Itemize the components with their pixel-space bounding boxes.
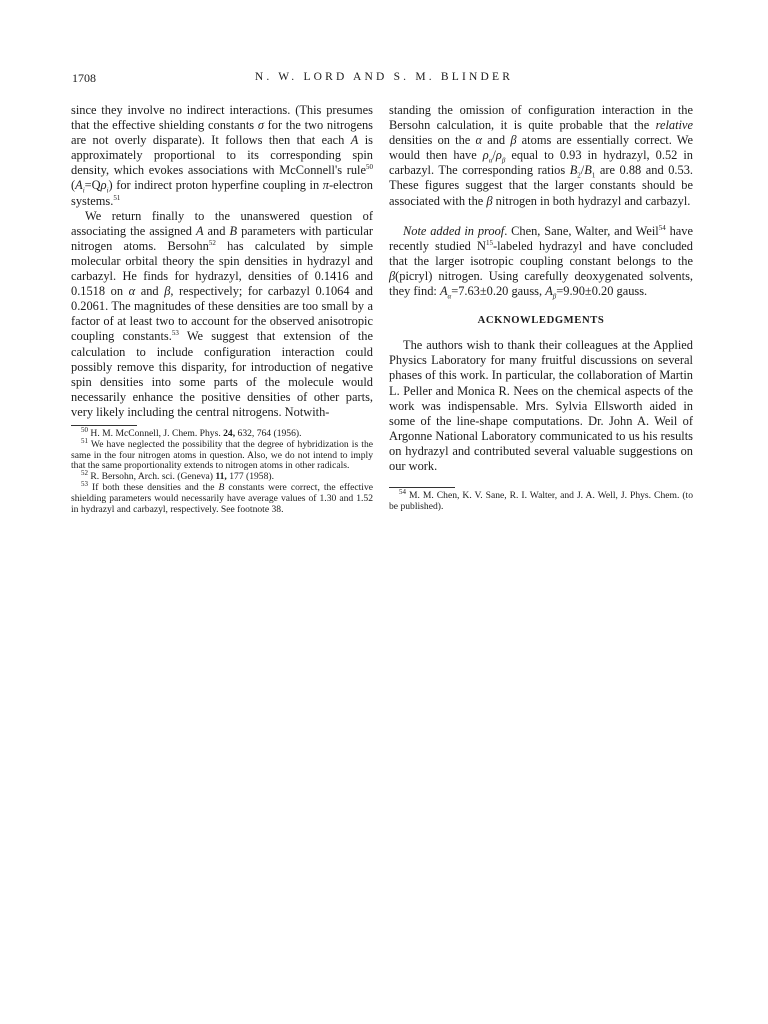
footnote-54: $^{54}$ M. M. Chen, K. V. Sane, R. I. Walter, and J. A. Well, J. Phys. Chem. (to be published). <box>389 487 693 512</box>
acknowledgments-heading: ACKNOWLEDGMENTS <box>477 315 605 327</box>
paragraph-3: standing the omission of configuration interaction in the Bersohn calculation, it is quite probable that the relative densities on the α and β atoms are essentially correct. We would then have $\rho_\alpha/\rho_\beta$ equal to 0.93 in hydrazyl, 0.52 in carbazyl. The corresponding ratios $B_2/B_1$ are 0.88 and 0.53. These figures suggest that the larger constants should be associated with the β nitrogen in both hydrazyl and carbazyl. <box>389 103 693 208</box>
note-added-in-proof: Note added in proof. Chen, Sane, Walter, and Weil$^{54}$ have recently studied $N^{15}$-labeled hydrazyl and have concluded that the larger isotropic coupling constant belongs to the β(picryl) nitrogen. Using carefully deoxygenated solvents, they find: $A_\alpha=7.63\pm 0.20$ gauss, $A_\beta=9.90\pm 0.20$ gauss. <box>389 223 693 301</box>
left-column <box>71 103 373 515</box>
acknowledgments-text: The authors wish to thank their colleagues at the Applied Physics Laboratory for many fruitful discussions on several phases of this work. In particular, the collaboration of Martin L. Peller and Monica R. Nees on the chemical aspects of the work was indispensable. Mrs. Sylvia Ellsworth aided in some of the line-shape computations. Dr. John A. Weil of Argonne National Laboratory communicated to us his results on hydrazyl and contributed several valuable suggestions on our work. <box>389 338 693 473</box>
ref-52: 52 <box>208 238 216 247</box>
page-number: 1708 <box>72 71 96 85</box>
ref-54: 54 <box>658 223 666 232</box>
paragraph-1: since they involve no indirect interactions. (This presumes that the effective shielding constants σ for the two nitrogens are not overly disparate). It follows then that each A is approximately proportional to its corresponding spin density, which evokes associations with McConnell's rule$^{50}$ $(A_i=Q\rho_i)$ for indirect proton hyperfine coupling in π-electron systems.$^{51}$ <box>71 103 373 208</box>
right-column <box>389 103 693 513</box>
ref-50: 50 <box>366 163 373 172</box>
ref-53: 53 <box>171 329 179 338</box>
ref-51: 51 <box>113 193 121 202</box>
footnote-53: $^{53}$ If both these densities and the B constants were correct, the effective shielding parameters would necessarily have average values of 1.30 and 1.52 in hydrazyl and carbazyl, respectively. See footnote 38. <box>71 479 374 515</box>
footnote-50: $^{50}$ H. M. McConnell, J. Chem. Phys. 24, 632, 764 (1956). <box>81 425 302 439</box>
footnote-52: $^{52}$ R. Bersohn, Arch. sci. (Geneva) 11, 177 (1958). <box>81 468 274 483</box>
page-header <box>72 71 696 87</box>
footnote-51: $^{51}$ We have neglected the possibility that the degree of hybridization is the same in the four nitrogen atoms in question. Also, we do not intend to imply that the same proportionality extends to nitrogen atoms in other radicals. <box>71 436 373 472</box>
running-head: N. W. LORD AND S. M. BLINDER <box>254 71 514 83</box>
paragraph-2: We return finally to the unanswered question of associating the assigned A and B parameters with particular nitrogen atoms. Bersohn$^{52}$ has calculated by simple molecular orbital theory the spin densities in hydrazyl and carbazyl. He finds for hydrazyl, densities of 0.1416 and 0.1518 on α and β, respectively; for carbazyl 0.1064 and 0.2061. The magnitudes of these densities are too small by a factor of at least two to account for the observed anisotropic coupling constants.$^{53}$ We suggest that extension of the calculation to include configuration interaction could possibly remove this disparity, for introduction of negative spin densities into some parts of the molecule would necessarily enhance the positive densities of other parts, very likely including the central nitrogens. Notwith- <box>71 208 374 419</box>
